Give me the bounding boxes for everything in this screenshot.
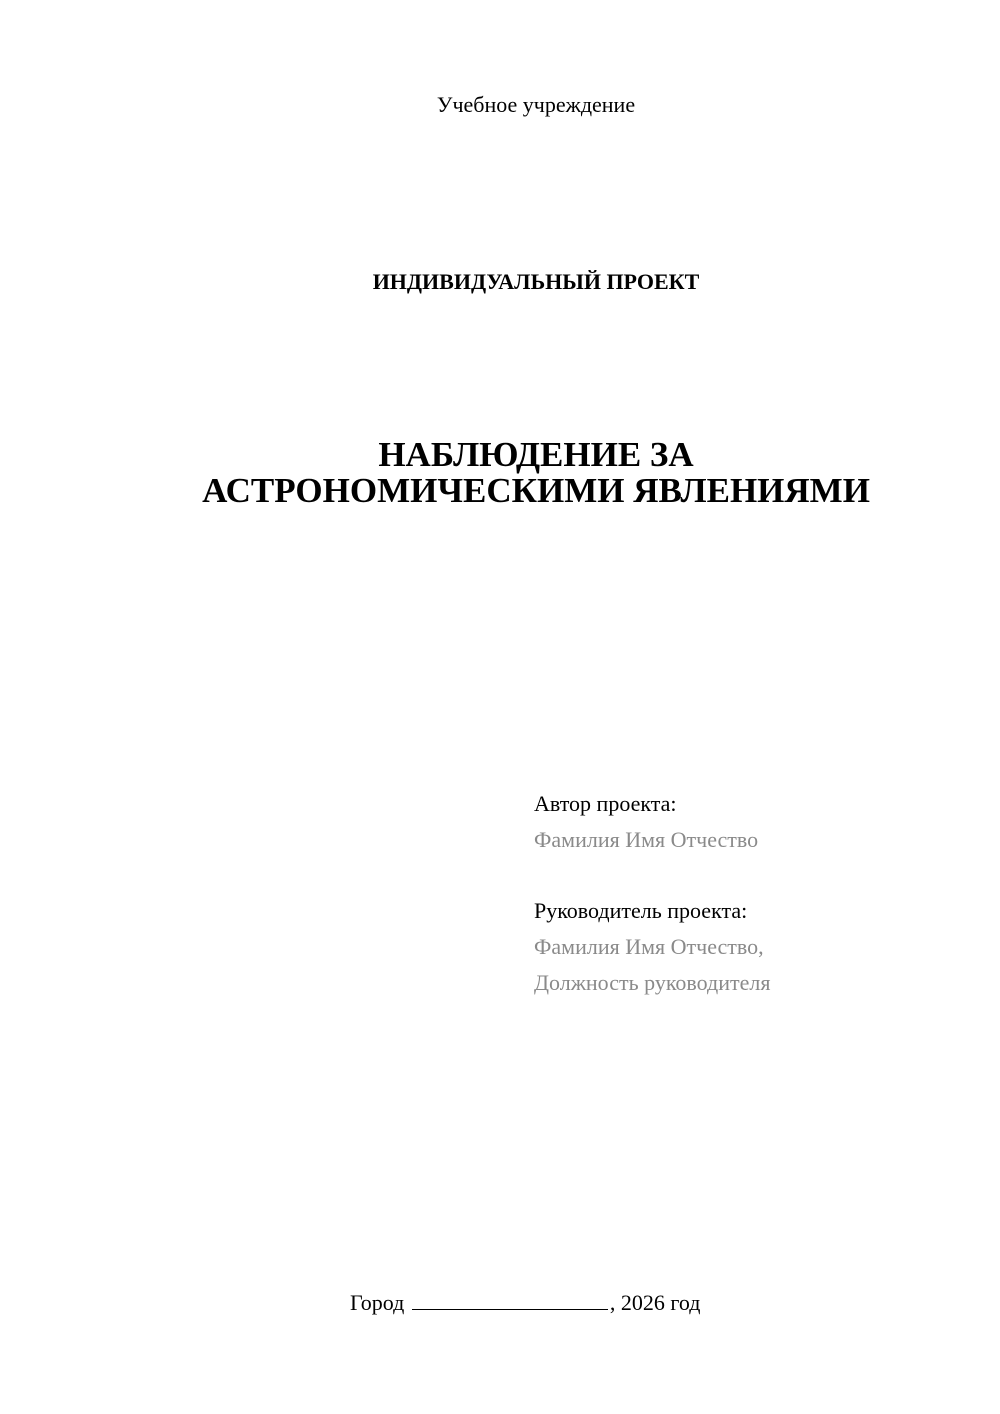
author-name: Фамилия Имя Отчество — [534, 827, 759, 852]
institution-name: Учебное учреждение — [436, 92, 636, 117]
supervisor-position: Должность руководителя — [534, 970, 771, 995]
project-title-line-2: АСТРОНОМИЧЕСКИМИ ЯВЛЕНИЯМИ — [202, 471, 870, 510]
city-year-footer — [350, 1288, 700, 1318]
author-label: Автор проекта: — [534, 791, 677, 816]
supervisor-label: Руководитель проекта: — [534, 898, 748, 923]
supervisor-block — [534, 893, 770, 1001]
author-block — [534, 786, 758, 858]
document-type: ИНДИВИДУАЛЬНЫЙ ПРОЕКТ — [372, 269, 700, 294]
year-text: , 2026 год — [609, 1290, 701, 1315]
city-label: Город — [350, 1290, 405, 1315]
city-blank-line — [412, 1289, 608, 1310]
project-title — [0, 437, 1000, 509]
supervisor-name: Фамилия Имя Отчество, — [534, 934, 764, 959]
project-title-line-1: НАБЛЮДЕНИЕ ЗА — [378, 435, 694, 474]
